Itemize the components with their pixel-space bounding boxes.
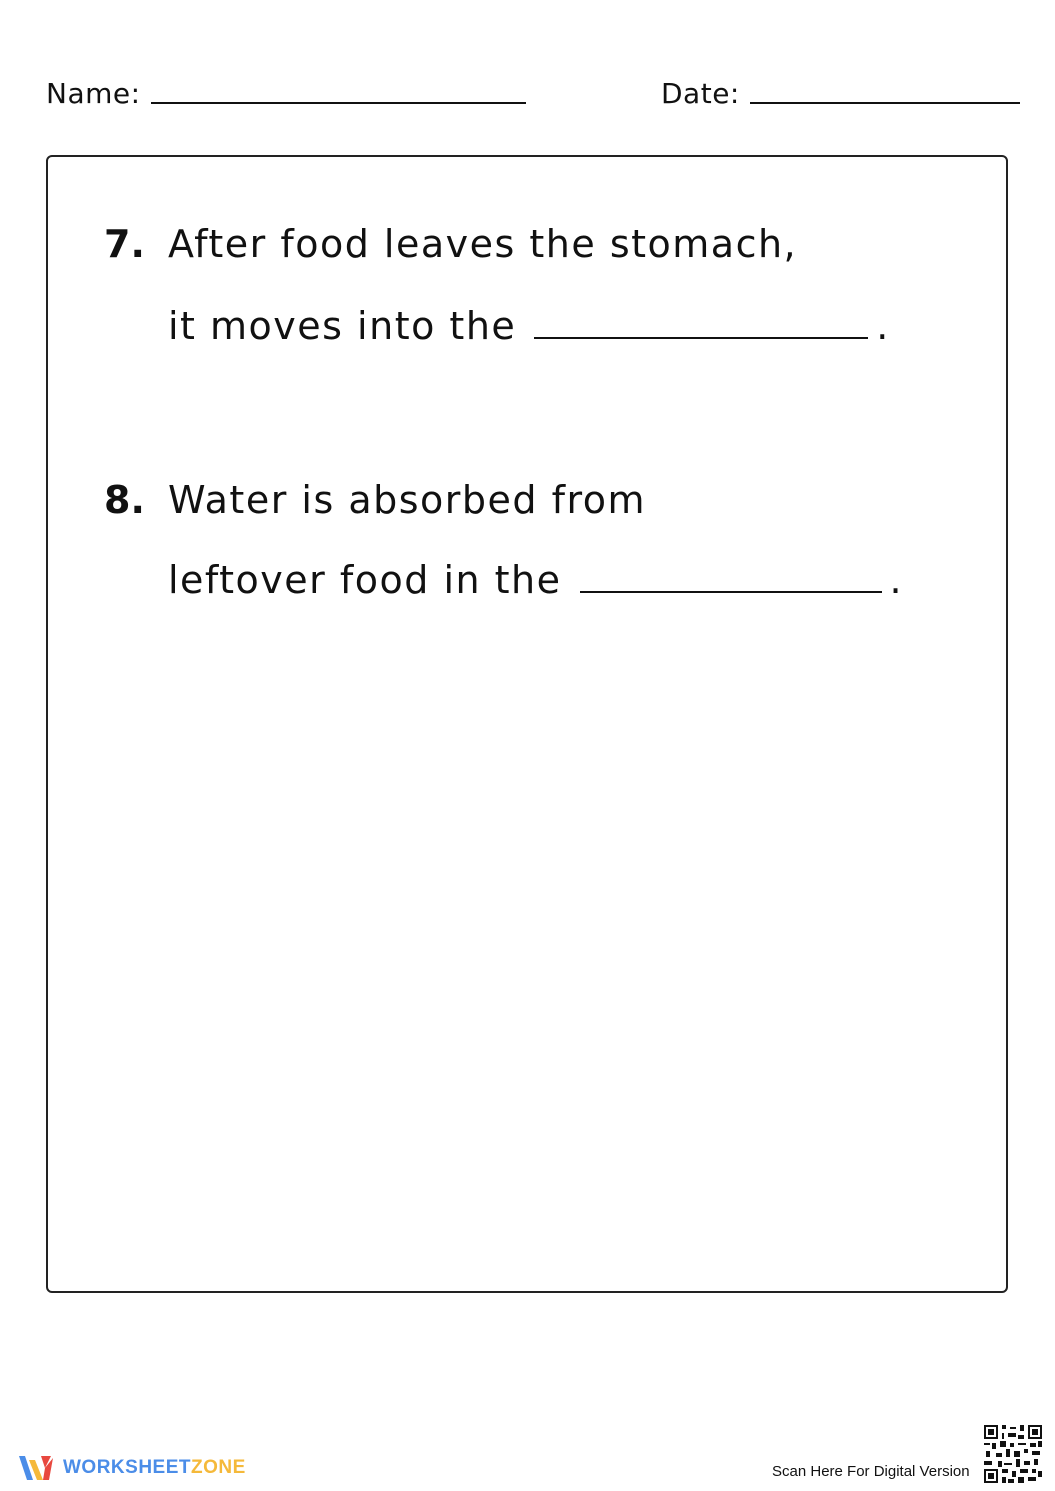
question-text: leftover food in the	[168, 558, 562, 602]
qr-code-icon[interactable]	[984, 1425, 1042, 1483]
question-number: 8.	[104, 478, 145, 522]
question-line-2	[168, 560, 903, 600]
worksheetzone-logo-icon	[17, 1452, 57, 1484]
name-field[interactable]	[46, 72, 526, 108]
question-line-1	[168, 224, 797, 264]
period: .	[889, 558, 904, 602]
date-label: Date:	[661, 77, 740, 110]
question-number: 7.	[104, 222, 145, 266]
scan-instruction: Scan Here For Digital Version	[772, 1463, 970, 1480]
question-text: After food leaves the stomach,	[168, 222, 798, 266]
question-line-2	[168, 306, 890, 346]
brand-name	[63, 1457, 246, 1479]
name-input-line[interactable]	[151, 102, 526, 104]
period: .	[876, 304, 890, 348]
question-line-1	[168, 480, 646, 520]
question-text: Water is absorbed from	[168, 478, 647, 522]
answer-blank[interactable]	[580, 565, 882, 593]
date-input-line[interactable]	[750, 102, 1020, 104]
brand-part-1: WORKSHEET	[63, 1457, 191, 1478]
answer-blank[interactable]	[534, 311, 868, 339]
worksheetzone-logo[interactable]	[17, 1452, 246, 1484]
name-label: Name:	[46, 77, 141, 110]
date-field[interactable]	[661, 72, 1020, 108]
brand-part-2: ZONE	[191, 1457, 246, 1478]
question-text: it moves into the	[168, 304, 517, 348]
